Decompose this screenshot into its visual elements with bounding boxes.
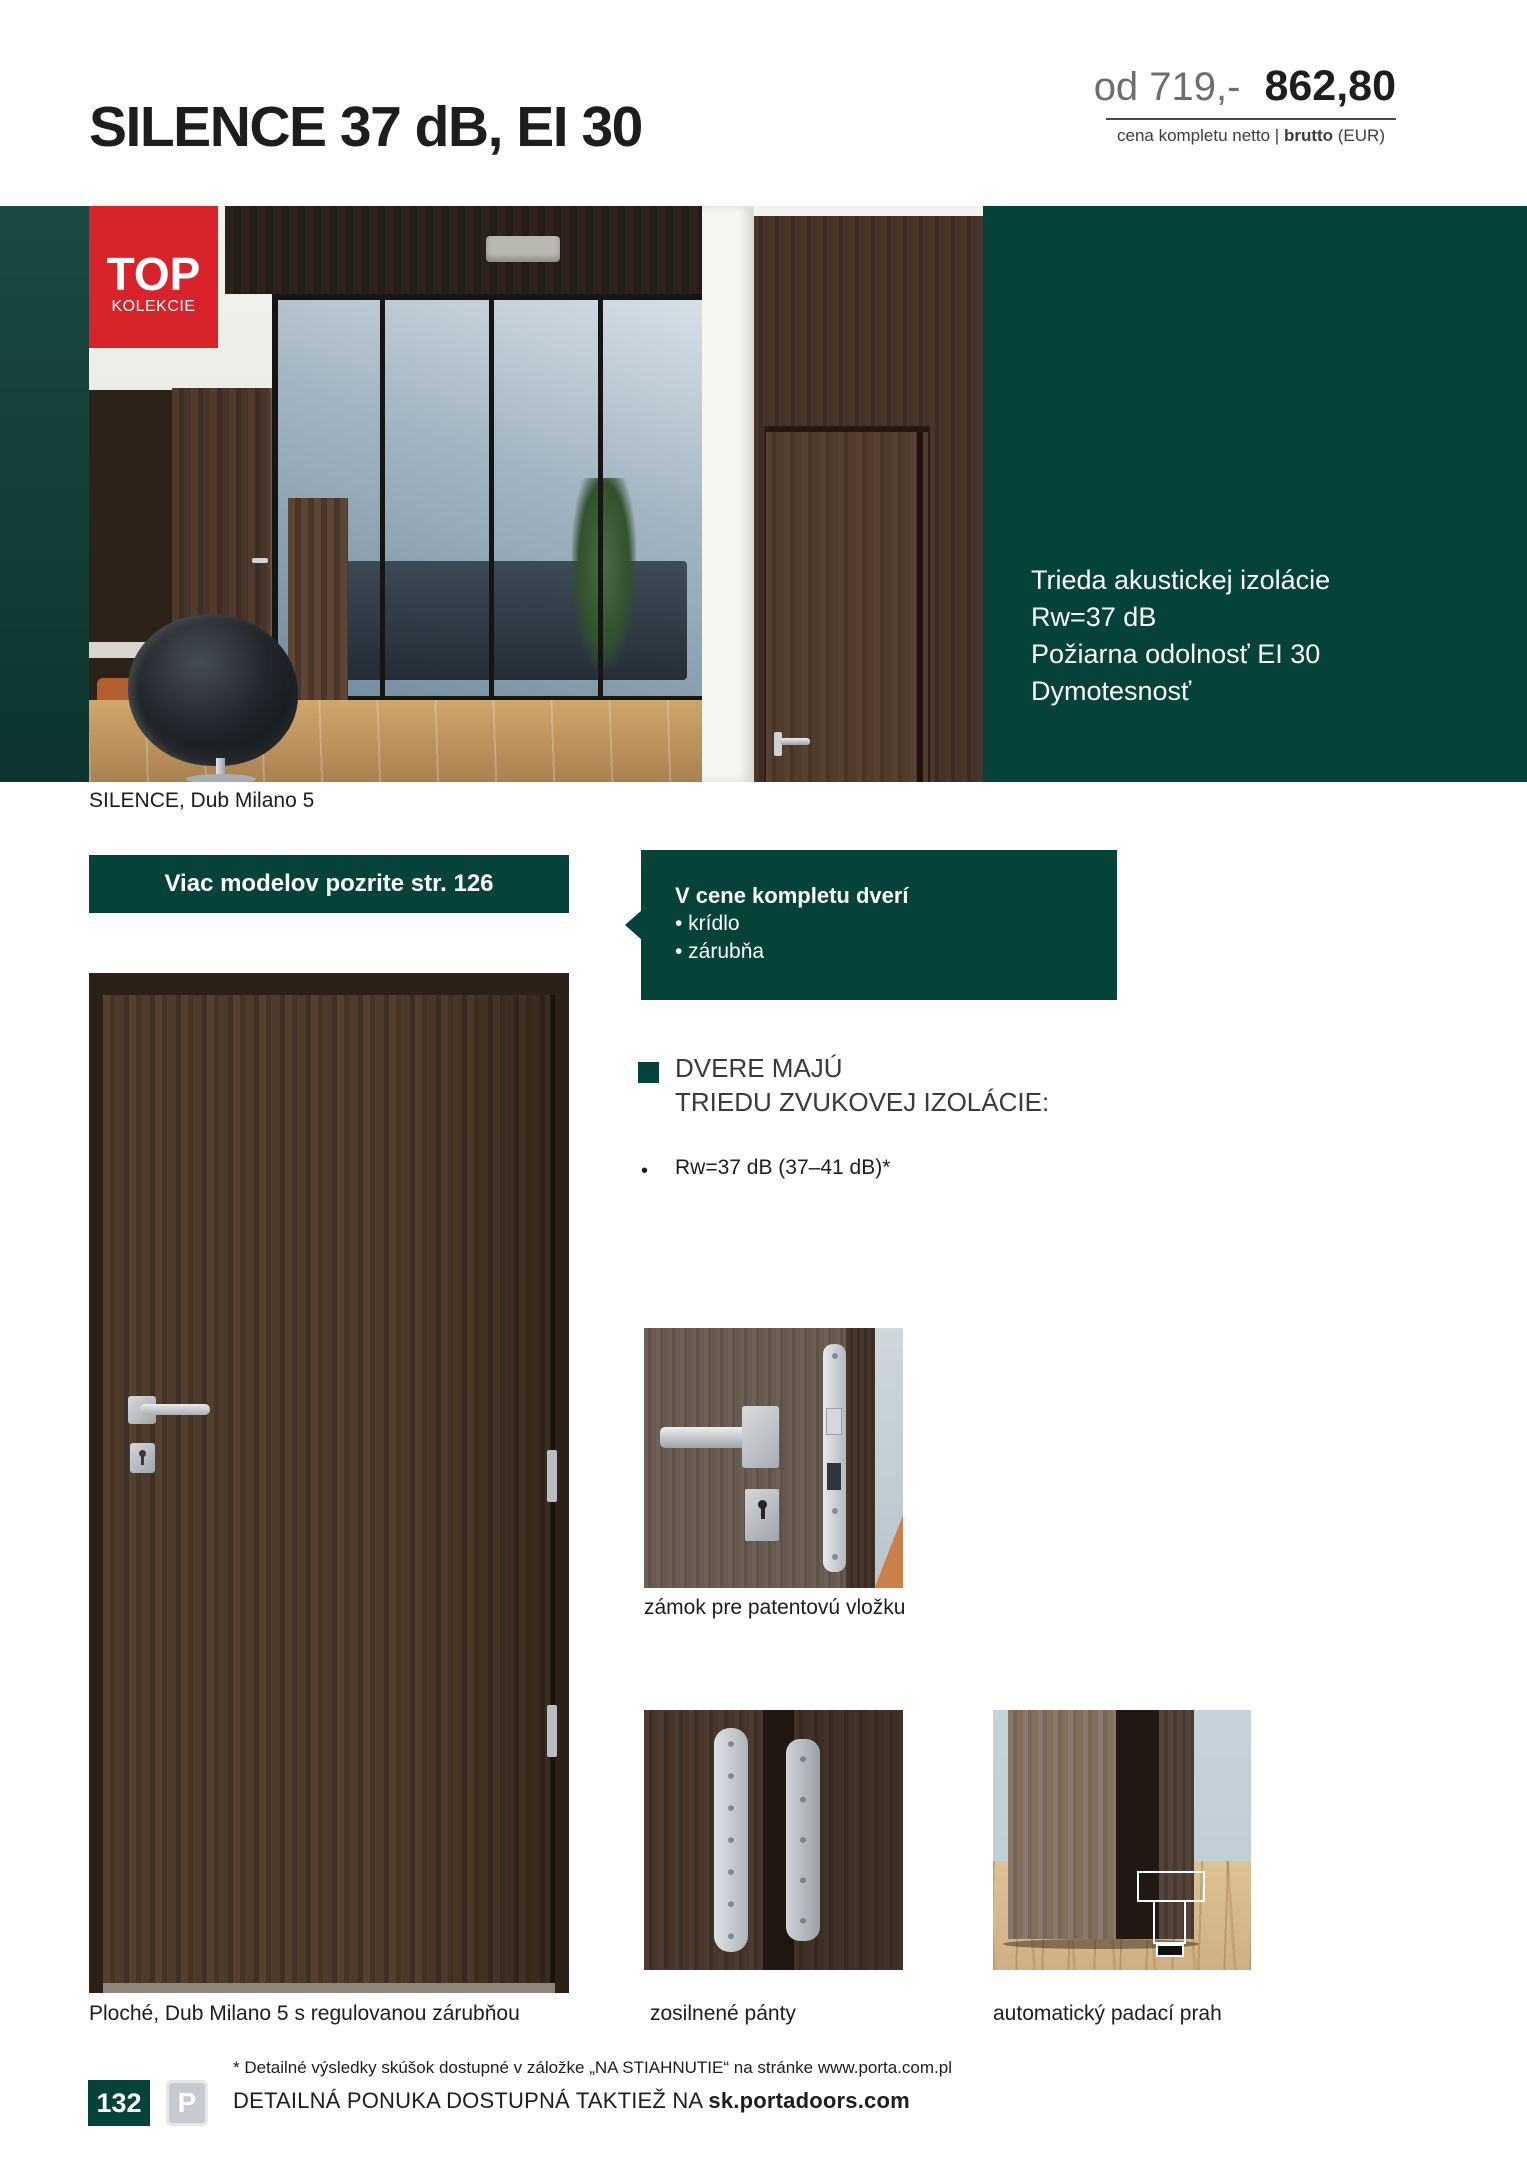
footer-offer-text bbox=[233, 2088, 910, 2114]
porta-logo: P bbox=[166, 2080, 208, 2126]
photo-open-door-handle bbox=[252, 558, 268, 563]
door-handle-lever bbox=[140, 1404, 210, 1415]
lock-faceplate bbox=[823, 1344, 846, 1573]
screw-icon bbox=[832, 1554, 838, 1560]
included-item-leaf: • krídlo bbox=[675, 912, 740, 935]
door-product-image bbox=[89, 973, 569, 1993]
photo-glass-mullion bbox=[598, 300, 603, 696]
lock-frame-strip bbox=[846, 1328, 874, 1588]
photo-left-wall bbox=[0, 206, 89, 782]
price-caption-bold: brutto bbox=[1283, 126, 1334, 145]
seal-diagram-head bbox=[1137, 1871, 1204, 1902]
top-collection-badge bbox=[89, 206, 218, 348]
keyhole-stem bbox=[761, 1507, 765, 1519]
info-panel-text bbox=[1031, 562, 1330, 710]
screw-icon bbox=[832, 1353, 838, 1359]
page-number-badge: 132 bbox=[88, 2080, 150, 2126]
seal-diagram-foot bbox=[1156, 1944, 1184, 1957]
photo-door-handle bbox=[780, 738, 810, 745]
hero-photo-caption: SILENCE, Dub Milano 5 bbox=[89, 789, 315, 812]
hinge-detail-image bbox=[644, 1710, 903, 1970]
more-models-banner: Viac modelov pozrite str. 126 bbox=[89, 855, 569, 913]
photo-plant bbox=[572, 478, 636, 668]
lock-handle-rosette bbox=[742, 1406, 778, 1468]
sound-heading-line1: DVERE MAJÚ bbox=[675, 1053, 843, 1083]
door-hinge bbox=[547, 1705, 557, 1757]
price-block bbox=[1093, 62, 1396, 146]
info-line-smoke: Dymotesnosť bbox=[1031, 676, 1192, 706]
green-square-bullet bbox=[638, 1062, 659, 1083]
lock-detail-caption: zámok pre patentovú vložku bbox=[644, 1596, 906, 1619]
door-product-caption: Ploché, Dub Milano 5 s regulovanou zárubňou bbox=[89, 2002, 520, 2025]
sound-class-heading bbox=[675, 1051, 1049, 1119]
door-hinge bbox=[547, 1450, 557, 1502]
price-rule bbox=[1106, 118, 1396, 120]
photo-glass-mullion bbox=[489, 300, 494, 696]
lock-detail-image bbox=[644, 1328, 903, 1588]
hinge-plate-left bbox=[714, 1728, 748, 1952]
photo-armchair bbox=[128, 614, 298, 766]
info-line-fire: Požiarna odolnosť EI 30 bbox=[1031, 639, 1321, 669]
photo-closed-door bbox=[766, 428, 928, 782]
info-panel bbox=[983, 206, 1527, 782]
price-caption-suffix: (EUR) bbox=[1333, 126, 1385, 145]
photo-ceiling-vent bbox=[486, 236, 560, 262]
info-line-rw: Rw=37 dB bbox=[1031, 602, 1157, 632]
badge-bottom-label: KOLEKCIE bbox=[111, 298, 196, 315]
seal-diagram-stem bbox=[1153, 1902, 1187, 1944]
door-bottom-strip bbox=[103, 1983, 555, 1993]
footer-offer-domain: sk.portadoors.com bbox=[708, 2088, 910, 2113]
page-title: SILENCE 37 dB, EI 30 bbox=[89, 95, 642, 159]
door-leaf bbox=[103, 995, 555, 1983]
hinge-detail-caption: zosilnené pánty bbox=[650, 2002, 796, 2025]
photo-door-gap bbox=[917, 432, 923, 782]
list-bullet: • bbox=[641, 1160, 649, 1182]
price-caption-prefix: cena kompletu netto | bbox=[1116, 126, 1284, 145]
screw-icon bbox=[832, 1508, 838, 1514]
price-netto: od 719,- bbox=[1093, 65, 1241, 109]
lock-bolt bbox=[826, 1408, 842, 1435]
sound-class-value: Rw=37 dB (37–41 dB)* bbox=[675, 1156, 891, 1179]
hinge-plate-right bbox=[786, 1739, 820, 1942]
price-brutto: 862,80 bbox=[1264, 62, 1396, 110]
included-item-frame: • zárubňa bbox=[675, 940, 765, 963]
badge-top-label: TOP bbox=[106, 248, 201, 300]
drop-seal-detail-caption: automatický padací prah bbox=[993, 2002, 1222, 2025]
seal-door-face bbox=[1008, 1710, 1116, 1939]
footnote: * Detailné výsledky skúšok dostupné v záložke „NA STIAHNUTIE“ na stránke www.porta.com.pl bbox=[233, 2058, 953, 2077]
photo-armchair-base bbox=[186, 774, 256, 782]
included-title: V cene kompletu dverí bbox=[675, 883, 909, 908]
info-line-acoustic-class: Trieda akustickej izolácie bbox=[1031, 565, 1331, 595]
arrow-notch bbox=[625, 910, 642, 940]
lock-latch bbox=[827, 1463, 841, 1490]
price-caption bbox=[1106, 126, 1396, 146]
keyhole-stem bbox=[141, 1456, 144, 1465]
included-in-price-box bbox=[641, 850, 1117, 1000]
footer-offer-prefix: DETAILNÁ PONUKA DOSTUPNÁ TAKTIEŽ NA bbox=[233, 2088, 709, 2113]
photo-white-pillar bbox=[702, 206, 754, 782]
photo-glass-mullion bbox=[380, 300, 385, 696]
sound-heading-line2: TRIEDU ZVUKOVEJ IZOLÁCIE: bbox=[675, 1087, 1050, 1117]
photo-bulkhead bbox=[225, 206, 710, 294]
drop-seal-detail-image bbox=[993, 1710, 1251, 1970]
